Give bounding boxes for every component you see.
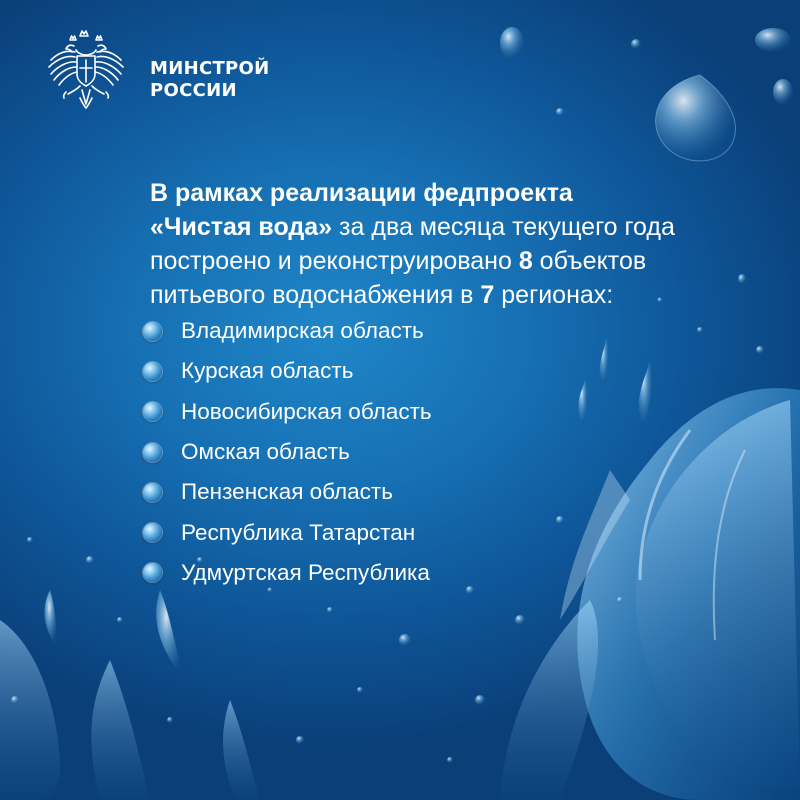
region-label: Республика Татарстан xyxy=(181,519,416,545)
water-drop-bullet-icon xyxy=(143,443,162,462)
water-drop-bullet-icon xyxy=(143,523,162,542)
list-item xyxy=(143,432,432,472)
region-label: Пензенская область xyxy=(181,479,393,505)
list-item xyxy=(143,351,432,391)
headline-line-2: «Чистая вода» за два месяца текущего года xyxy=(150,213,675,241)
water-drop-bullet-icon xyxy=(143,563,162,582)
list-item xyxy=(143,392,432,432)
ministry-name-line1: МИНСТРОЙ xyxy=(150,58,270,79)
water-drop-bullet-icon xyxy=(143,483,162,502)
region-label: Омская область xyxy=(181,439,350,465)
eagle-emblem-icon xyxy=(40,26,132,118)
headline-line-4: питьевого водоснабжения в 7 регионах: xyxy=(150,281,614,309)
list-item xyxy=(143,472,432,512)
ministry-name-line2: РОССИИ xyxy=(150,80,237,101)
water-drop-bullet-icon xyxy=(143,362,162,381)
list-item xyxy=(143,553,432,593)
water-drop-bullet-icon xyxy=(143,402,162,421)
region-label: Владимирская область xyxy=(181,318,424,344)
headline-line-1: В рамках реализации федпроекта xyxy=(150,179,573,207)
list-item xyxy=(143,512,432,552)
ministry-name xyxy=(150,58,270,102)
headline-text xyxy=(150,176,750,312)
regions-list xyxy=(143,311,432,593)
region-label: Курская область xyxy=(181,358,354,384)
water-drop-bullet-icon xyxy=(143,322,162,341)
list-item xyxy=(143,311,432,351)
region-label: Новосибирская область xyxy=(181,398,432,424)
region-label: Удмуртская Республика xyxy=(181,559,430,585)
headline-line-3: построено и реконструировано 8 объектов xyxy=(150,247,647,275)
